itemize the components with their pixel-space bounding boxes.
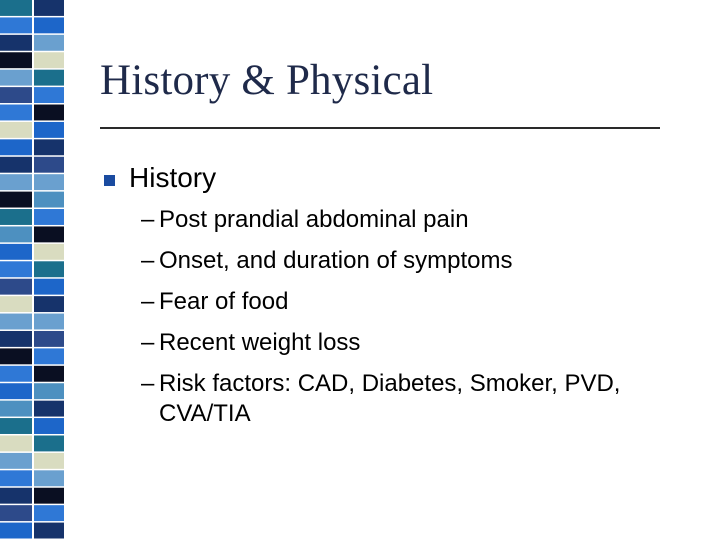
sub-bullet-item: – Recent weight loss <box>141 329 361 356</box>
stripe-tile <box>0 139 32 155</box>
stripe-tile <box>34 122 64 138</box>
stripe-tile <box>34 157 64 173</box>
stripe-tile <box>0 383 32 399</box>
stripe-tile <box>34 523 64 539</box>
dash-bullet-icon: – <box>141 329 155 356</box>
title-underline <box>100 127 660 129</box>
stripe-tile <box>34 52 64 68</box>
stripe-tile <box>0 314 32 330</box>
stripe-tile <box>34 435 64 451</box>
history-sublist <box>141 205 659 440</box>
stripe-tile <box>34 418 64 434</box>
dash-bullet-icon: – <box>141 206 155 233</box>
stripe-tile <box>0 348 32 364</box>
dash-bullet-icon: – <box>141 247 155 274</box>
stripe-tile <box>0 331 32 347</box>
stripe-tile <box>0 261 32 277</box>
stripe-tile <box>0 209 32 225</box>
stripe-tile <box>34 0 64 16</box>
stripe-tile <box>34 331 64 347</box>
stripe-separator <box>32 0 34 540</box>
stripe-tile <box>34 70 64 86</box>
stripe-tile <box>34 261 64 277</box>
stripe-tile <box>34 192 64 208</box>
stripe-tile <box>0 523 32 539</box>
stripe-tile <box>0 366 32 382</box>
stripe-tile <box>0 401 32 417</box>
slide-title: History & Physical <box>100 57 434 104</box>
stripe-tile <box>0 70 32 86</box>
stripe-tile <box>0 418 32 434</box>
stripe-tile <box>34 348 64 364</box>
stripe-tile <box>0 505 32 521</box>
stripe-tile <box>34 296 64 312</box>
stripe-tile <box>0 35 32 51</box>
stripe-tile <box>34 401 64 417</box>
stripe-tile <box>0 435 32 451</box>
stripe-tile <box>0 192 32 208</box>
dash-bullet-icon: – <box>141 288 155 315</box>
stripe-tile <box>34 279 64 295</box>
stripe-tile <box>34 226 64 242</box>
stripe-tile <box>34 505 64 521</box>
stripe-tile <box>0 17 32 33</box>
stripe-tile <box>34 244 64 260</box>
stripe-tile <box>34 314 64 330</box>
stripe-tile <box>0 244 32 260</box>
stripe-tile <box>0 122 32 138</box>
stripe-tile <box>34 488 64 504</box>
stripe-tile <box>34 453 64 469</box>
stripe-tile <box>34 87 64 103</box>
stripe-tile <box>34 17 64 33</box>
stripe-tile <box>0 453 32 469</box>
stripe-tile <box>0 470 32 486</box>
stripe-tile <box>34 470 64 486</box>
stripe-tile <box>0 296 32 312</box>
stripe-tile <box>0 105 32 121</box>
bullet-history: History <box>129 162 217 193</box>
stripe-tile <box>0 174 32 190</box>
sub-bullet-item: – Post prandial abdominal pain <box>141 206 469 233</box>
dash-bullet-icon: – <box>141 370 155 397</box>
stripe-tile <box>34 209 64 225</box>
stripe-tile <box>0 226 32 242</box>
stripe-tile <box>34 35 64 51</box>
stripe-tile <box>34 383 64 399</box>
stripe-tile <box>0 0 32 16</box>
stripe-tile <box>0 488 32 504</box>
stripe-tile <box>34 139 64 155</box>
stripe-tile <box>0 279 32 295</box>
square-bullet-icon <box>104 175 115 186</box>
sub-bullet-item: – Onset, and duration of symptoms <box>141 247 513 274</box>
stripe-tile <box>0 157 32 173</box>
stripe-tile <box>34 105 64 121</box>
decorative-stripe-bar <box>0 0 64 540</box>
sub-bullet-item: – Fear of food <box>141 288 289 315</box>
stripe-tile <box>0 52 32 68</box>
stripe-tile <box>34 366 64 382</box>
stripe-tile <box>34 174 64 190</box>
sub-bullet-item: – Risk factors: CAD, Diabetes, Smoker, PVD, CVA/TIA <box>141 370 621 427</box>
stripe-tile <box>0 87 32 103</box>
